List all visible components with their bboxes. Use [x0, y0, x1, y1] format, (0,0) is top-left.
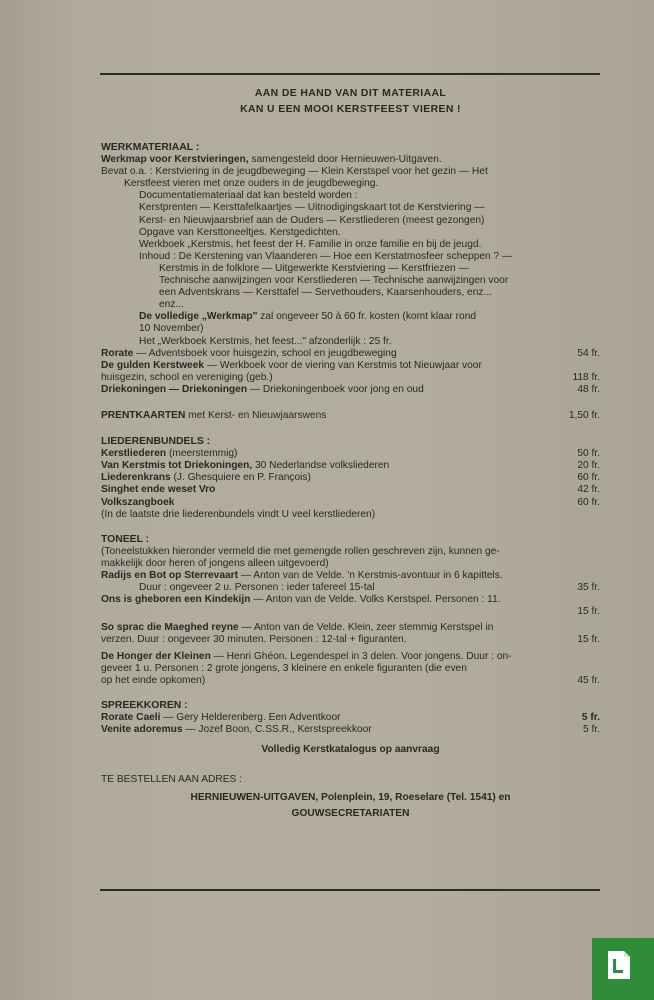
ons-gheboren-price-row [101, 606, 600, 618]
ons-gheboren-desc: — Anton van de Velde. Volks Kerstspel. Personen : 11. [250, 594, 501, 606]
gulden-kerstweek-line [101, 360, 600, 372]
so-sprac-price: 15 fr. [577, 634, 600, 646]
liederenbundel-desc: 30 Nederlandse volksliederen [252, 460, 390, 472]
so-sprac-desc: — Anton van de Velde. Klein, zeer stemmig Kerstspel in [238, 622, 494, 634]
gulden-kerstweek-name: De gulden Kerstweek [101, 359, 205, 371]
heading-line-2: KAN U EEN MOOI KERSTFEEST VIEREN ! [240, 104, 461, 115]
liederenbundels-note: (In de laatste drie liederenbundels vindt U veel kerstliederen) [101, 508, 376, 520]
gulden-kerstweek-desc: — Werkboek voor de viering van Kerstmis tot Nieuwjaar voor [204, 359, 482, 371]
liederenbundel-name: Liederenkrans [101, 472, 171, 484]
bevat-line-1: Bevat o.a. : Kerstviering in de jeugdbeweging — Klein Kerstspel voor het gezin — Het [101, 166, 488, 178]
radijs-name: Radijs en Bot op Sterrevaart [101, 570, 239, 581]
honger-desc: — Henri Ghéon. Legendespel in 3 delen. Voor jongens. Duur : on- [210, 650, 512, 662]
kerstkatalogus-note: Volledig Kerstkatalogus op aanvraag [261, 744, 440, 756]
ons-gheboren-name: Ons is gheboren een Kindekijn [101, 594, 251, 606]
inhoud-line-2: Kerstmis in de folklore — Uitgewerkte Kerstviering — Kerstfriezen — [159, 262, 469, 274]
volledige-werkmap-line [101, 311, 600, 323]
radijs-line [101, 570, 600, 582]
documentatie-line-3: Kerst- en Nieuwjaarsbrief aan de Ouders — Kerstliederen (meest gezongen) [139, 214, 485, 226]
toneel-intro-2: makkelijk door heren of jongens alleen uitgevoerd) [101, 557, 329, 569]
documentatie-line-1: Documentatiemateriaal dat kan besteld worden : [139, 190, 358, 202]
spreekkoor-price: 5 fr. [581, 711, 600, 723]
radijs-row-2 [101, 582, 600, 594]
ons-gheboren-line [101, 594, 600, 606]
corner-badge [592, 938, 654, 1000]
honger-row-3 [101, 675, 600, 687]
documentatie-line-2: Kerstprenten — Kersttafelkaartjes — Uitnodigingskaart tot de Kerstviering — [139, 202, 485, 214]
so-sprac-row-2 [101, 634, 600, 646]
liederenbundel-price: 60 fr. [577, 472, 600, 484]
liederenbundel-price: 50 fr. [577, 448, 600, 460]
publisher-address: HERNIEUWEN-UITGAVEN, Polenplein, 19, Roeselare (Tel. 1541) en [190, 792, 511, 804]
prentkaarten-row [101, 410, 600, 422]
so-sprac-line [101, 622, 600, 634]
liederenbundel-price: 42 fr. [577, 484, 600, 496]
spreekkoor-row [101, 712, 600, 724]
bevat-line-2: Kerstfeest vieren met onze ouders in de jeugdbeweging. [124, 178, 379, 190]
liederenbundel-name: Singhet ende weset Vro [101, 484, 216, 496]
prentkaarten-desc: met Kerst- en Nieuwjaarswens [185, 409, 327, 421]
spreekkoor-name: Venite adoremus [101, 724, 183, 736]
spreekkoor-row [101, 724, 600, 736]
liederenbundel-price: 60 fr. [577, 496, 600, 508]
bestellen-label: TE BESTELLEN AAN ADRES : [101, 774, 242, 786]
gulden-kerstweek-row-2 [101, 372, 600, 384]
liederenbundel-name: Volkszangboek [101, 496, 175, 508]
driekoningen-row [101, 384, 600, 396]
bottom-rule [100, 889, 600, 891]
prentkaarten-name: PRENTKAARTEN [101, 409, 186, 421]
liederenbundel-row [101, 448, 600, 460]
honger-desc-2: geveer 1 u. Personen : 2 grote jongens, 3 kleinere en enkele figuranten (die even [101, 662, 467, 674]
liederenbundel-name: Van Kerstmis tot Driekoningen, [101, 460, 253, 472]
liederenbundel-row [101, 472, 600, 484]
spreekkoor-price: 5 fr. [583, 724, 600, 736]
radijs-desc-2: Duur : ongeveer 2 u. Personen : ieder tafereel 15-tal [139, 582, 375, 594]
inhoud-line-1: Inhoud : De Kerstening van Vlaanderen — Hoe een Kerstatmosfeer scheppen ? — [139, 250, 513, 262]
driekoningen-name: Driekoningen — Driekoningen [101, 383, 248, 395]
liederenbundel-name: Kerstliederen [101, 448, 167, 460]
liederenbundel-row [101, 460, 600, 472]
so-sprac-desc-2: verzen. Duur : ongeveer 30 minuten. Personen : 12-tal + figuranten. [101, 634, 407, 646]
honger-price: 45 fr. [577, 674, 600, 686]
documentatie-line-4: Opgave van Kersttoneeltjes. Kerstgedichten. [139, 226, 341, 238]
radijs-price: 35 fr. [577, 582, 600, 594]
liederenbundel-desc: (meerstemmig) [166, 448, 238, 460]
rorate-row [101, 348, 600, 360]
so-sprac-name: So sprac die Maeghed reyne [101, 622, 239, 634]
werkboek-line: Werkboek „Kerstmis, het feest der H. Familie in onze familie en bij de jeugd. [139, 238, 482, 250]
werkboek-afzonderlijk-line: Het „Werkboek Kerstmis, het feest..." afzonderlijk : 25 fr. [139, 335, 392, 347]
inhoud-line-4: een Adventskrans — Kersttafel — Servethouders, Kaarsenhouders, enz... [159, 287, 492, 299]
rorate-desc: — Adventsboek voor huisgezin, school en jeugdbeweging [133, 347, 397, 359]
driekoningen-price: 48 fr. [577, 383, 600, 395]
rorate-price: 54 fr. [577, 347, 600, 359]
gulden-kerstweek-desc-2: huisgezin, school en vereniging (geb.) [101, 371, 273, 383]
volledige-werkmap-line-2: 10 November) [139, 323, 204, 335]
spreekkoor-desc: — Gery Helderenberg. Een Adventkoor [160, 711, 341, 723]
inhoud-line-3: Technische aanwijzingen voor Kerstliederen — Technische aanwijzingen voor [159, 275, 509, 287]
section-toneel-title: TONEEL : [101, 533, 150, 545]
section-spreekkoren-title: SPREEKKOREN : [101, 699, 188, 711]
werkmap-line [101, 154, 600, 166]
liederenbundel-price: 20 fr. [577, 460, 600, 472]
liederenbundel-row [101, 484, 600, 496]
document-body [101, 86, 600, 821]
heading-line-1: AAN DE HAND VAN DIT MATERIAAL [254, 88, 447, 99]
lastdodo-logo-icon [605, 949, 633, 981]
prentkaarten-price: 1,50 fr. [568, 409, 600, 421]
driekoningen-desc: — Driekoningenboek voor jong en oud [247, 383, 424, 395]
publisher-address-2: GOUWSECRETARIATEN [291, 808, 410, 820]
ons-gheboren-price: 15 fr. [577, 606, 600, 618]
volledige-werkmap-desc: zal ongeveer 50 à 60 fr. kosten (komt klaar rond [257, 311, 477, 323]
werkmap-name: Werkmap voor Kerstvieringen, [101, 154, 249, 166]
volledige-werkmap-name: De volledige „Werkmap" [139, 311, 258, 323]
liederenbundel-desc: (J. Ghesquiere en P. François) [170, 472, 311, 484]
rorate-name: Rorate [101, 347, 134, 359]
werkmap-desc: samengesteld door Hernieuwen-Uitgaven. [248, 154, 442, 166]
spreekkoor-name: Rorate Caeli [101, 711, 161, 723]
section-werkmateriaal-title: WERKMATERIAAL : [101, 142, 200, 153]
liederenbundel-row [101, 497, 600, 509]
gulden-kerstweek-price: 118 fr. [572, 371, 600, 383]
radijs-desc: — Anton van de Velde. 'n Kerstmis-avontuur in 6 kapittels. [238, 570, 503, 581]
inhoud-line-5: enz... [159, 299, 184, 311]
honger-line [101, 651, 600, 663]
top-rule [100, 73, 600, 75]
section-liederenbundels-title: LIEDERENBUNDELS : [101, 436, 211, 448]
honger-desc-3: op het einde opkomen) [101, 674, 206, 686]
toneel-intro-1: (Toneelstukken hieronder vermeld die met gemengde rollen geschreven zijn, kunnen ge- [101, 545, 500, 557]
honger-name: De Honger der Kleinen [101, 650, 211, 662]
spreekkoor-desc: — Jozef Boon, C.SS.R., Kerstspreekkoor [182, 724, 372, 736]
